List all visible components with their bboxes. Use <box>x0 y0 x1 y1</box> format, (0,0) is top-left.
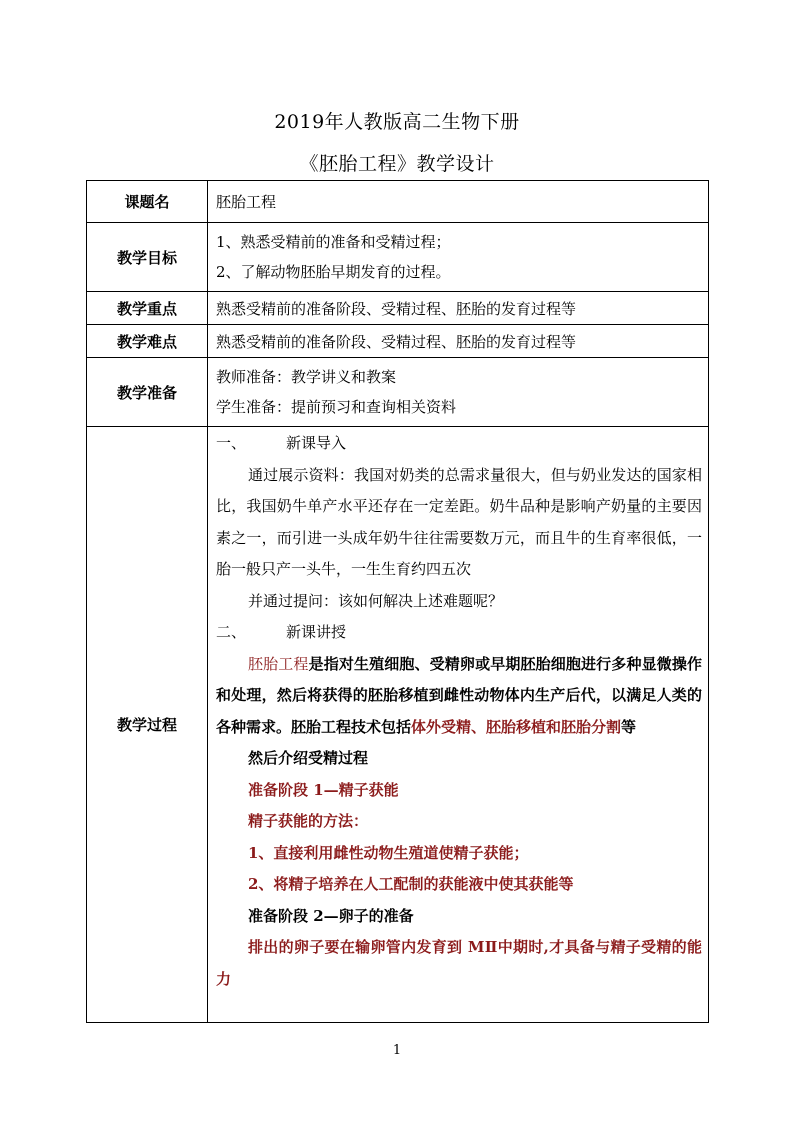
prep-line-2: 学生准备：提前预习和查询相关资料 <box>216 398 457 416</box>
section-1-heading <box>216 428 702 460</box>
term-embryo-engineering: 胚胎工程 <box>248 654 309 673</box>
document-subtitle: 《胚胎工程》教学设计 <box>299 153 495 175</box>
row-goals <box>87 223 709 292</box>
section-2-number: 二、 <box>216 623 247 641</box>
label-prep: 教学准备 <box>87 358 208 427</box>
oocyte-paragraph: 排出的卵子要在输卵管内发育到 MⅡ中期时,才具备与精子受精的能力 <box>216 938 702 988</box>
label-topic: 课题名 <box>87 181 208 223</box>
row-topic <box>87 181 709 223</box>
value-topic: 胚胎工程 <box>208 181 709 223</box>
value-goals <box>208 223 709 292</box>
definition-body: 是指对生殖细胞、受精卵或早期胚胎细胞进行多种显微操作和处理，然后将获得的胚胎移植到雌性动物体内生产后代，以满足人类的各种需求。胚胎工程技术包括 <box>216 654 702 736</box>
method-2: 2、将精子培养在人工配制的获能液中使其获能等 <box>248 875 574 893</box>
row-difficult <box>87 325 709 358</box>
goal-line-1: 1、熟悉受精前的准备和受精过程； <box>216 233 451 251</box>
value-key: 熟悉受精前的准备阶段、受精过程、胚胎的发育过程等 <box>208 292 709 325</box>
value-difficult: 熟悉受精前的准备阶段、受精过程、胚胎的发育过程等 <box>208 325 709 358</box>
section-1-number: 一、 <box>216 434 247 452</box>
lesson-plan-table <box>86 180 709 1023</box>
definition-paragraph <box>216 649 702 744</box>
row-prep <box>87 358 709 427</box>
document-title: 2019年人教版高二生物下册 <box>274 111 520 133</box>
label-difficult: 教学难点 <box>87 325 208 358</box>
technique-list: 体外受精、胚胎移植和胚胎分割 <box>411 717 622 736</box>
definition-end: 等 <box>621 717 637 736</box>
goal-line-2: 2、了解动物胚胎早期发育的过程。 <box>216 263 451 281</box>
row-process <box>87 427 709 1023</box>
section-1-title: 新课导入 <box>286 434 347 452</box>
method-1: 1、直接利用雌性动物生殖道使精子获能； <box>248 843 529 862</box>
intro-paragraph: 通过展示资料：我国对奶类的总需求量很大，但与奶业发达的国家相比，我国奶牛单产水平还存在一定差距。奶牛品种是影响产奶量的主要因素之一，而引进一头成年奶牛往往需要数万元，而且牛的生育率很低，一胎一般只产一头牛，一生生育约四五次 <box>216 465 702 578</box>
page-number: 1 <box>392 1043 402 1058</box>
prep-line-1: 教师准备：教学讲义和教案 <box>216 368 397 386</box>
section-2-heading <box>216 617 702 649</box>
value-process <box>208 427 709 1023</box>
prep-stage-2: 准备阶段 2—卵子的准备 <box>248 906 414 925</box>
value-prep <box>208 358 709 427</box>
label-key: 教学重点 <box>87 292 208 325</box>
section-2-title: 新课讲授 <box>286 623 347 641</box>
capacitation-methods: 精子获能的方法： <box>248 812 369 830</box>
label-goals: 教学目标 <box>87 223 208 292</box>
fertilization-intro: 然后介绍受精过程 <box>248 749 369 767</box>
question-paragraph: 并通过提问：该如何解决上述难题呢？ <box>248 591 504 610</box>
row-key <box>87 292 709 325</box>
label-process: 教学过程 <box>87 427 208 1023</box>
prep-stage-1: 准备阶段 1—精子获能 <box>248 780 399 799</box>
